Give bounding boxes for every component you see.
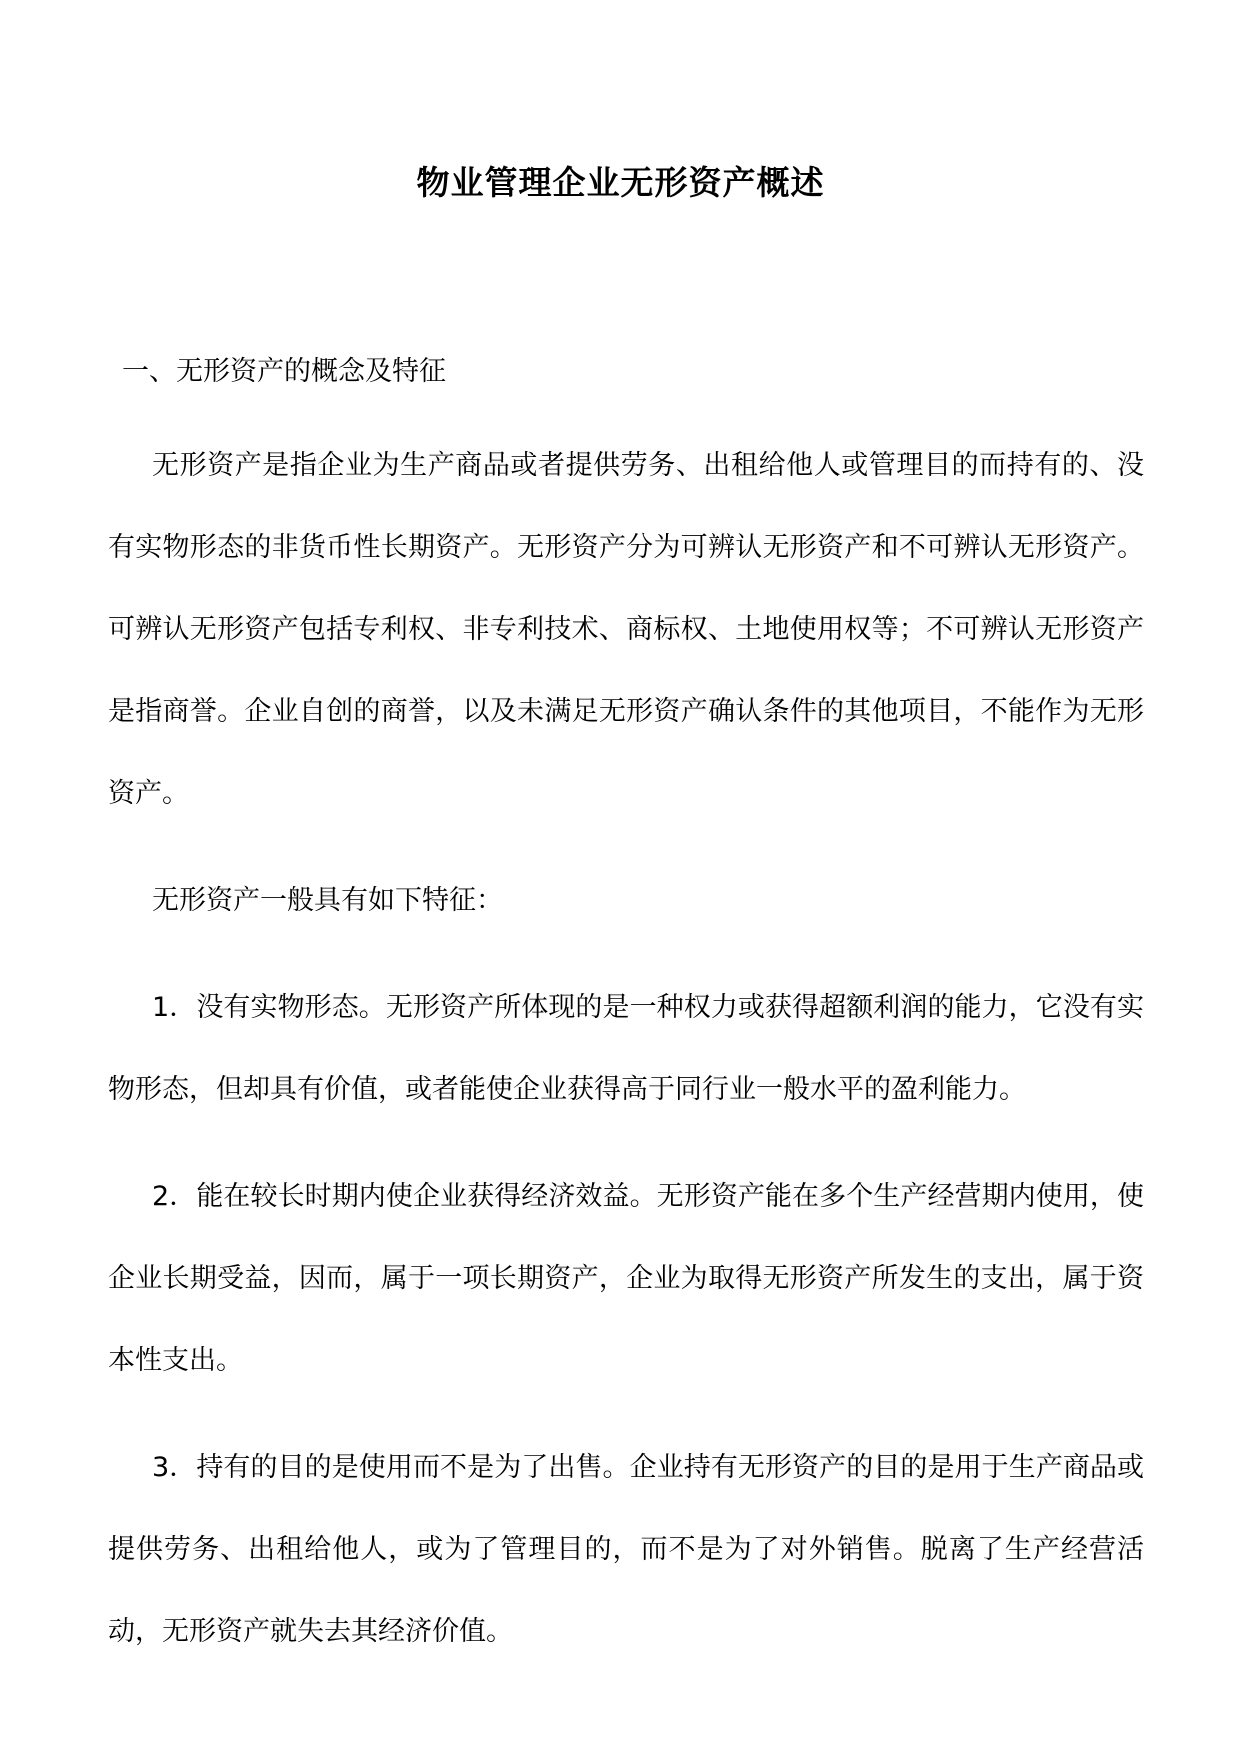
paragraph-feature-1: 1．没有实物形态。无形资产所体现的是一种权力或获得超额利润的能力，它没有实物形态，但却具有价值，或者能使企业获得高于同行业一般水平的盈利能力。: [108, 992, 1144, 1105]
paragraph-feature-2: 2．能在较长时期内使企业获得经济效益。无形资产能在多个生产经营期内使用，使企业长期受益，因而，属于一项长期资产，企业为取得无形资产所发生的支出，属于资本性支出。: [108, 1181, 1144, 1376]
paragraph-feature-3: 3．持有的目的是使用而不是为了出售。企业持有无形资产的目的是用于生产商品或提供劳务、出租给他人，或为了管理目的，而不是为了对外销售。脱离了生产经营活动，无形资产就失去其经济价值。: [108, 1452, 1144, 1647]
paragraph-definition: 无形资产是指企业为生产商品或者提供劳务、出租给他人或管理目的而持有的、没有实物形态的非货币性长期资产。无形资产分为可辨认无形资产和不可辨认无形资产。可辨认无形资产包括专利权、非专利技术、商标权、土地使用权等；不可辨认无形资产是指商誉。企业自创的商誉，以及未满足无形资产确认条件的其他项目，不能作为无形资产。: [108, 450, 1144, 809]
document-title: 物业管理企业无形资产概述: [416, 163, 825, 202]
paragraph-features-intro: 无形资产一般具有如下特征：: [152, 885, 503, 916]
section-heading: 一、无形资产的概念及特征: [122, 356, 446, 387]
document-body: [108, 344, 1144, 1673]
